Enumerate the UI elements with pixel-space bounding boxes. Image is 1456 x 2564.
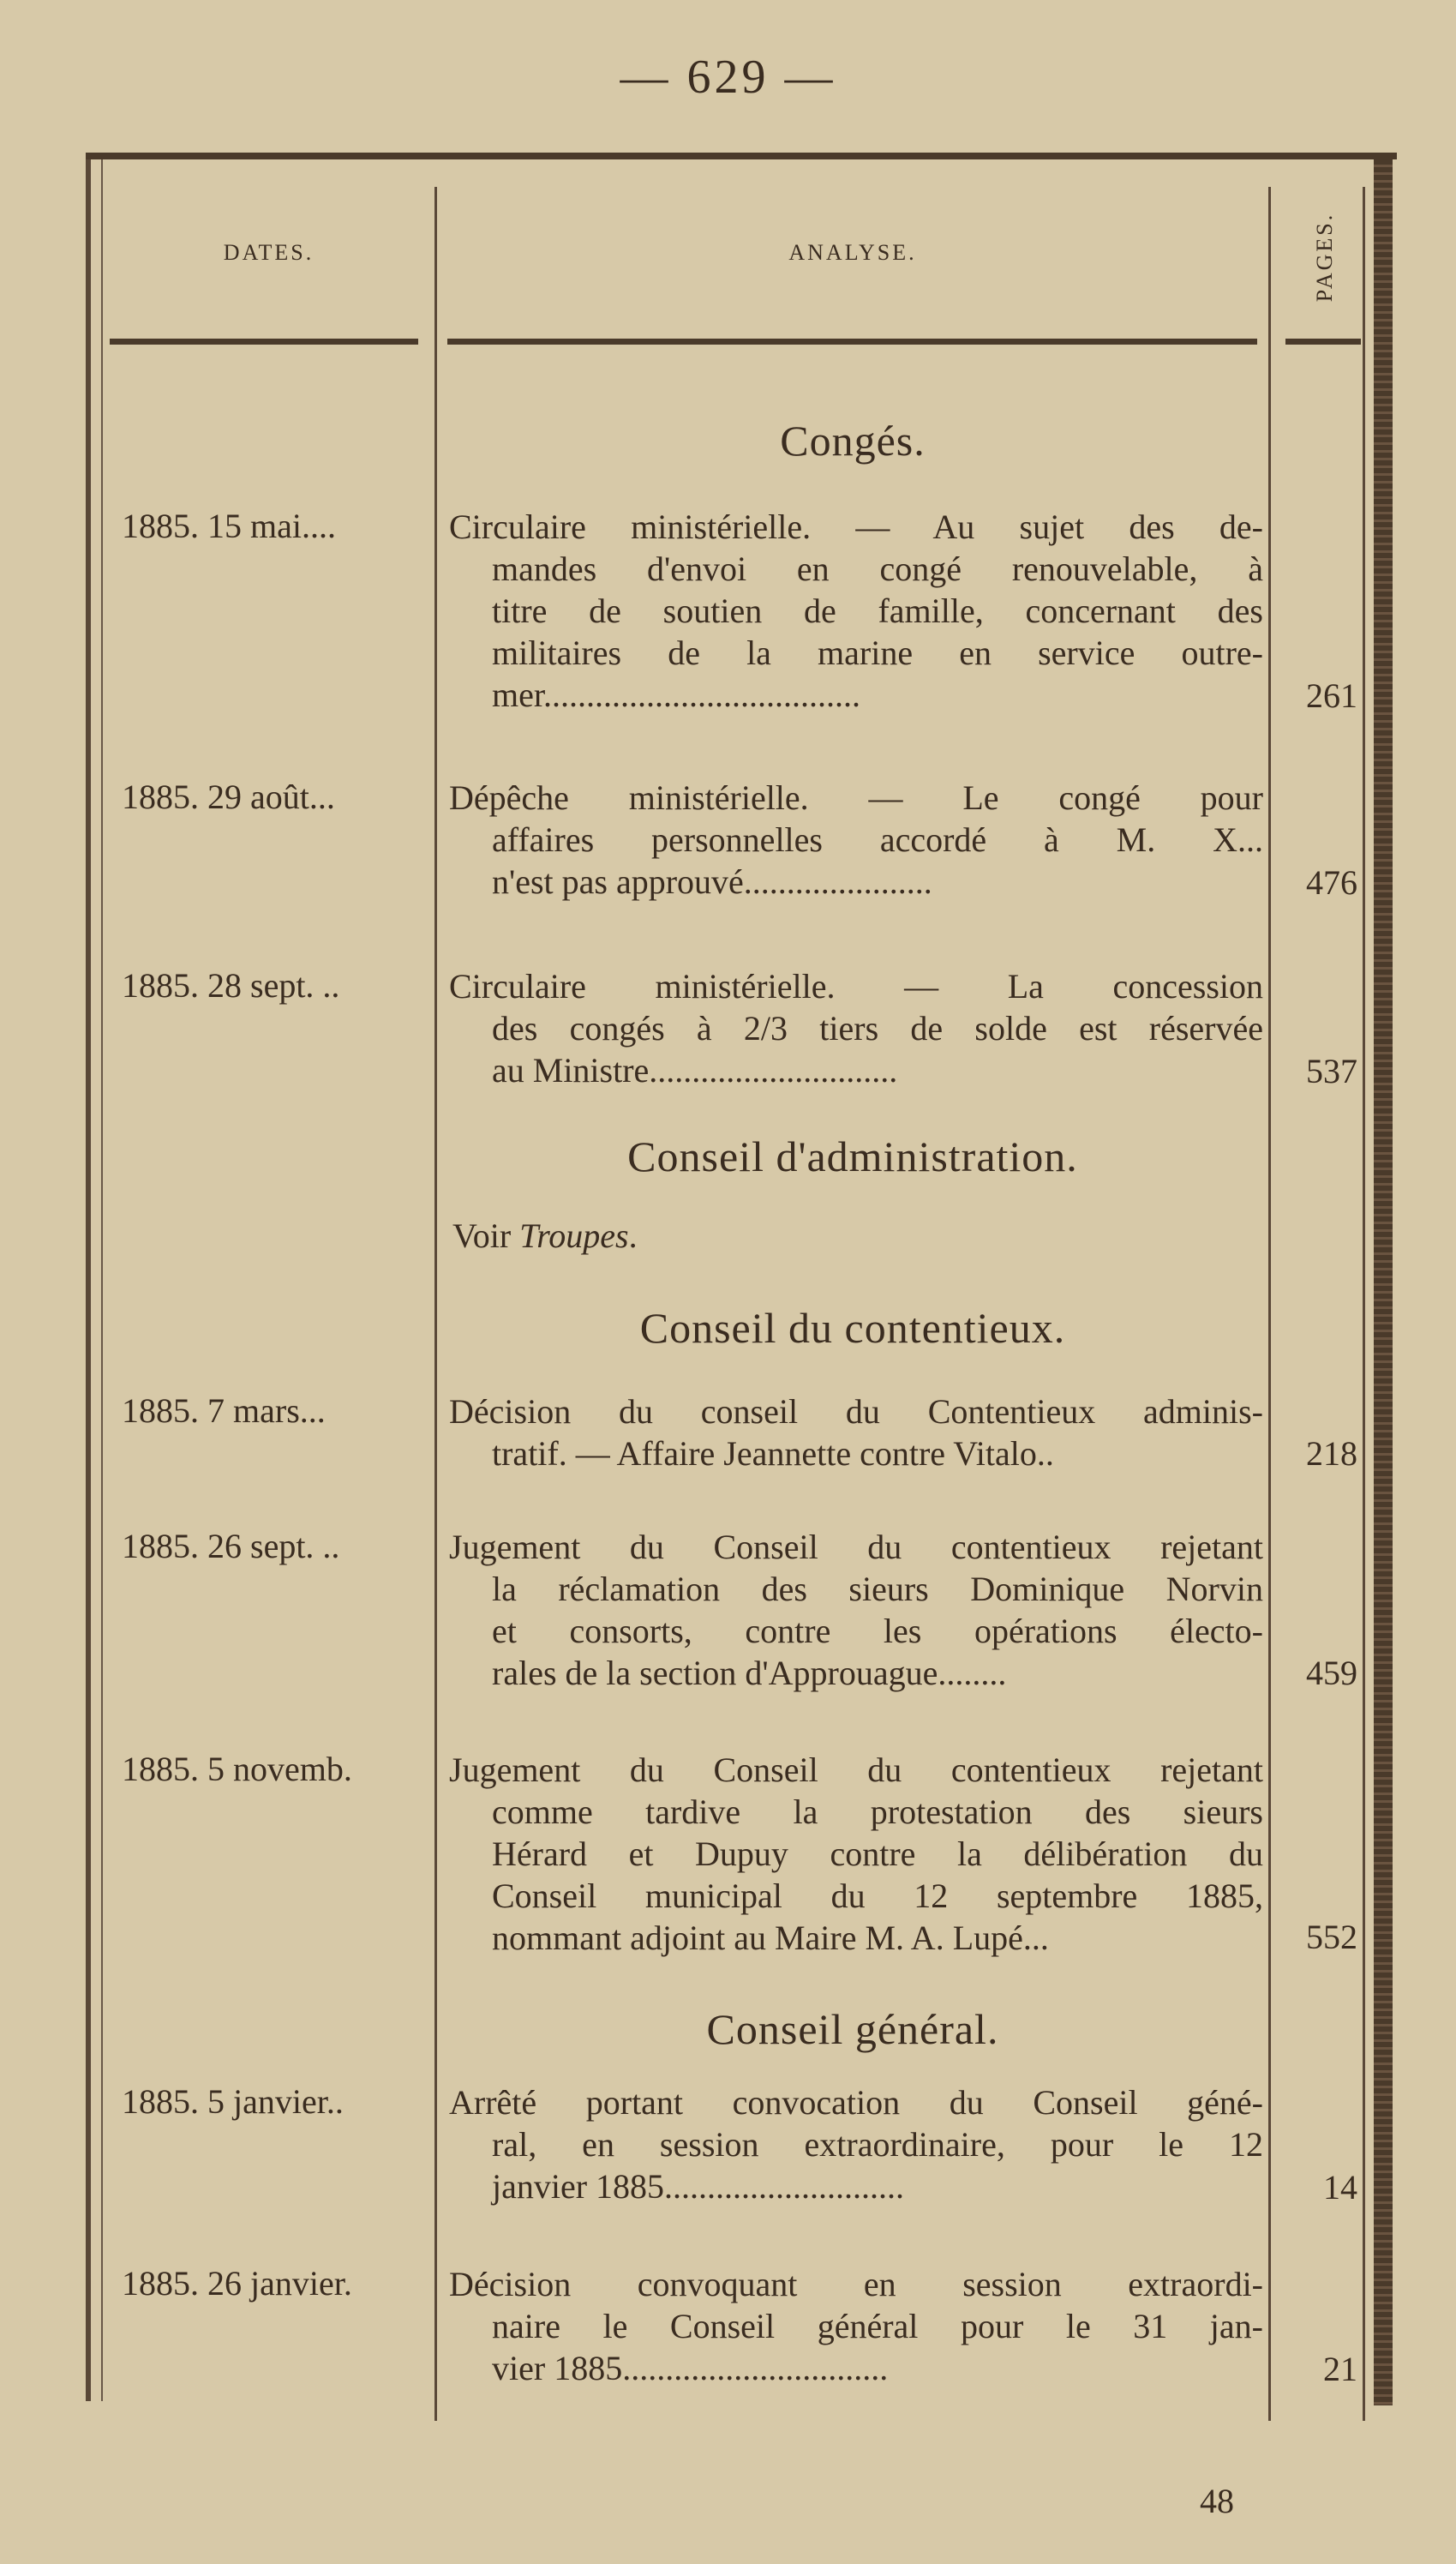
header-rule-pages	[1285, 339, 1361, 345]
table-right-border	[1374, 159, 1393, 2405]
header-analyse: ANALYSE.	[788, 240, 917, 265]
entry-date: 1885. 5 janvier..	[122, 2082, 344, 2121]
entry-analysis: Dépêche ministérielle. — Le congé pour affaires personnelles accordé à M. X... n'est pas approuvé......................	[449, 778, 1263, 901]
sheet-signature-number: 48	[1200, 2482, 1234, 2520]
section-title-conges: Congés.	[780, 417, 926, 465]
entry-date: 1885. 15 mai....	[122, 507, 336, 545]
entry-page-ref[interactable]: 218	[1306, 1434, 1357, 1473]
entry-page-ref[interactable]: 21	[1323, 2350, 1357, 2388]
cross-reference: Voir Troupes.	[452, 1216, 638, 1255]
header-dates: DATES.	[223, 240, 315, 265]
entry-analysis: Décision convoquant en session extraordi- naire le Conseil général pour le 31 jan- vier 1885...............................	[449, 2265, 1263, 2387]
column-divider-analyse	[1268, 187, 1271, 2421]
entry-date: 1885. 7 mars...	[122, 1391, 326, 1430]
entry-date: 1885. 29 août...	[122, 778, 335, 816]
table-left-inner-border	[101, 159, 103, 2401]
header-pages: PAGES.	[1312, 212, 1337, 303]
entry-analysis: Décision du conseil du Contentieux adminis- tratif. — Affaire Jeannette contre Vitalo..	[449, 1392, 1263, 1473]
entry-analysis: Jugement du Conseil du contentieux rejetant comme tardive la protestation des sieurs Hérard et Dupuy contre la délibération du Conseil municipal du 12 septembre 1885, nommant adjoint au Maire M. A. Lupé...	[449, 1750, 1263, 1957]
column-divider-pages	[1363, 187, 1365, 2421]
entry-date: 1885. 28 sept. ..	[122, 966, 340, 1005]
section-title-conseil-contentieux: Conseil du contentieux.	[639, 1304, 1066, 1352]
entry-page-ref[interactable]: 476	[1306, 863, 1357, 902]
header-rule-analyse	[447, 339, 1257, 345]
entry-page-ref[interactable]: 14	[1323, 2168, 1357, 2207]
table-left-border	[86, 159, 91, 2401]
entry-date: 1885. 26 sept. ..	[122, 1527, 340, 1565]
entry-page-ref[interactable]: 537	[1306, 1052, 1357, 1090]
header-rule-dates	[110, 339, 418, 345]
entry-date: 1885. 5 novemb.	[122, 1750, 352, 1788]
entry-date: 1885. 26 janvier.	[122, 2264, 352, 2303]
entry-analysis: Circulaire ministérielle. — Au sujet des de- mandes d'envoi en congé renouvelable, à titre de soutien de famille, concernant des militaires de la marine en service outre- mer.....................................	[449, 507, 1263, 714]
entry-analysis: Arrêté portant convocation du Conseil géné- ral, en session extraordinaire, pour le 12 janvier 1885............................	[449, 2083, 1263, 2206]
cross-reference-link[interactable]: Troupes	[519, 1216, 629, 1255]
section-title-conseil-general: Conseil général.	[706, 2005, 999, 2053]
entry-page-ref[interactable]: 552	[1306, 1918, 1357, 1956]
entry-analysis: Circulaire ministérielle. — La concession des congés à 2/3 tiers de solde est réservée au Ministre.............................	[449, 967, 1263, 1090]
entry-analysis: Jugement du Conseil du contentieux rejetant la réclamation des sieurs Dominique Norvin et consorts, contre les opérations électo- rales de la section d'Approuague........	[449, 1528, 1263, 1692]
section-title-conseil-administration: Conseil d'administration.	[627, 1132, 1078, 1180]
page-number: — 629 —	[620, 51, 836, 104]
entry-page-ref[interactable]: 459	[1306, 1654, 1357, 1692]
entry-page-ref[interactable]: 261	[1306, 676, 1357, 715]
